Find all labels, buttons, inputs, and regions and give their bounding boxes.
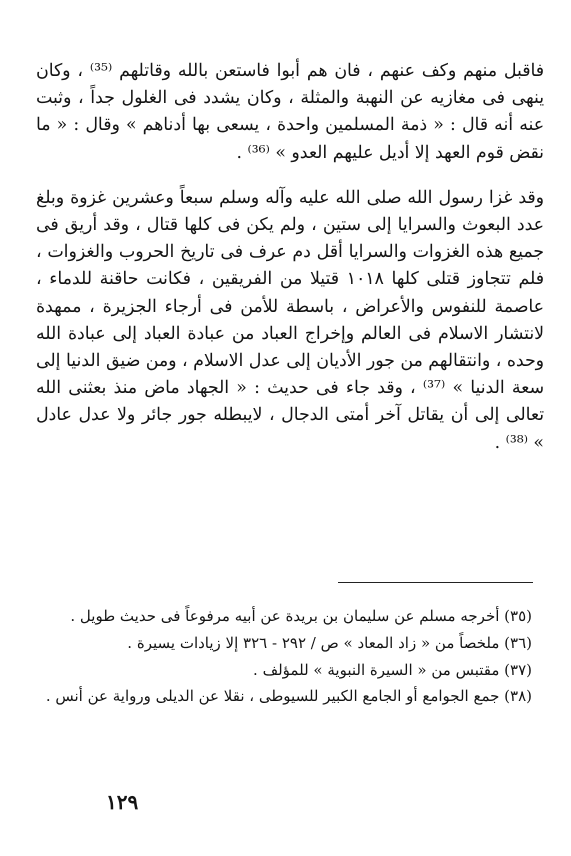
footnote-divider bbox=[338, 582, 533, 583]
footnote-37: (٣٧) مقتبس من « السيرة النبوية » للمؤلف . bbox=[253, 660, 532, 679]
footnote-36: (٣٦) ملخصاً من « زاد المعاد » ص / ٢٩٢ - ٣٢٦ إلا زيادات يسيرة . bbox=[127, 633, 532, 652]
paragraph-1: فاقبل منهم وكف عنهم ، فان هم أبوا فاستعن بالله وقاتلهم ⁽³⁵⁾ ، وكان ينهى فى مغازيه عن النهبة والمثلة ، وكان يشدد فى الغلول جداً ، وثبت عنه أنه قال : « ذمة المسلمين واحدة ، يسعى بها أدناهم » وقال : « ما نقض قوم العهد إلا أديل عليهم العدو » ⁽³⁶⁾ . bbox=[36, 61, 544, 163]
main-text bbox=[36, 58, 544, 457]
footnote-35: (٣٥) أخرجه مسلم عن سليمان بن بريدة عن أبيه مرفوعاً فى حديث طويل . bbox=[70, 607, 532, 625]
paragraph-2: وقد غزا رسول الله صلى الله عليه وآله وسلم سبعاً وعشرين غزوة وبلغ عدد البعوث والسرايا إلى ستين ، ولم يكن فى كلها قتال ، وقد أريق فى جميع هذه الغزوات والسرايا أقل دم عرف فى تاريخ الحروب والغزوات ، فلم تتجاوز قتلى كلها ١٠١٨ قتيلا من الفريقين ، فكانت حاقنة للدماء ، عاصمة للنفوس والأعراض ، باسطة للأمن فى أرجاء الجزيرة ، ممهدة لانتشار الاسلام فى العالم وإخراج العباد من عبادة العباد إلى عبادة الله وحده ، وانتقالهم من جور الأديان إلى عدل الاسلام ، ومن ضيق الدنيا إلى سعة الدنيا » ⁽³⁷⁾ ، وقد جاء فى حديث : « الجهاد ماض منذ بعثنى الله تعالى إلى أن يقاتل آخر أمتى الدجال ، لايبطله جور جائر ولا عدل عادل » ⁽³⁸⁾ . bbox=[36, 187, 545, 453]
footnotes bbox=[44, 604, 532, 711]
footnote-38: (٣٨) جمع الجوامع أو الجامع الكبير للسيوطى ، نقلا عن الديلى ورواية عن أنس . bbox=[45, 687, 532, 706]
page-number: ١٢٩ bbox=[106, 790, 139, 814]
